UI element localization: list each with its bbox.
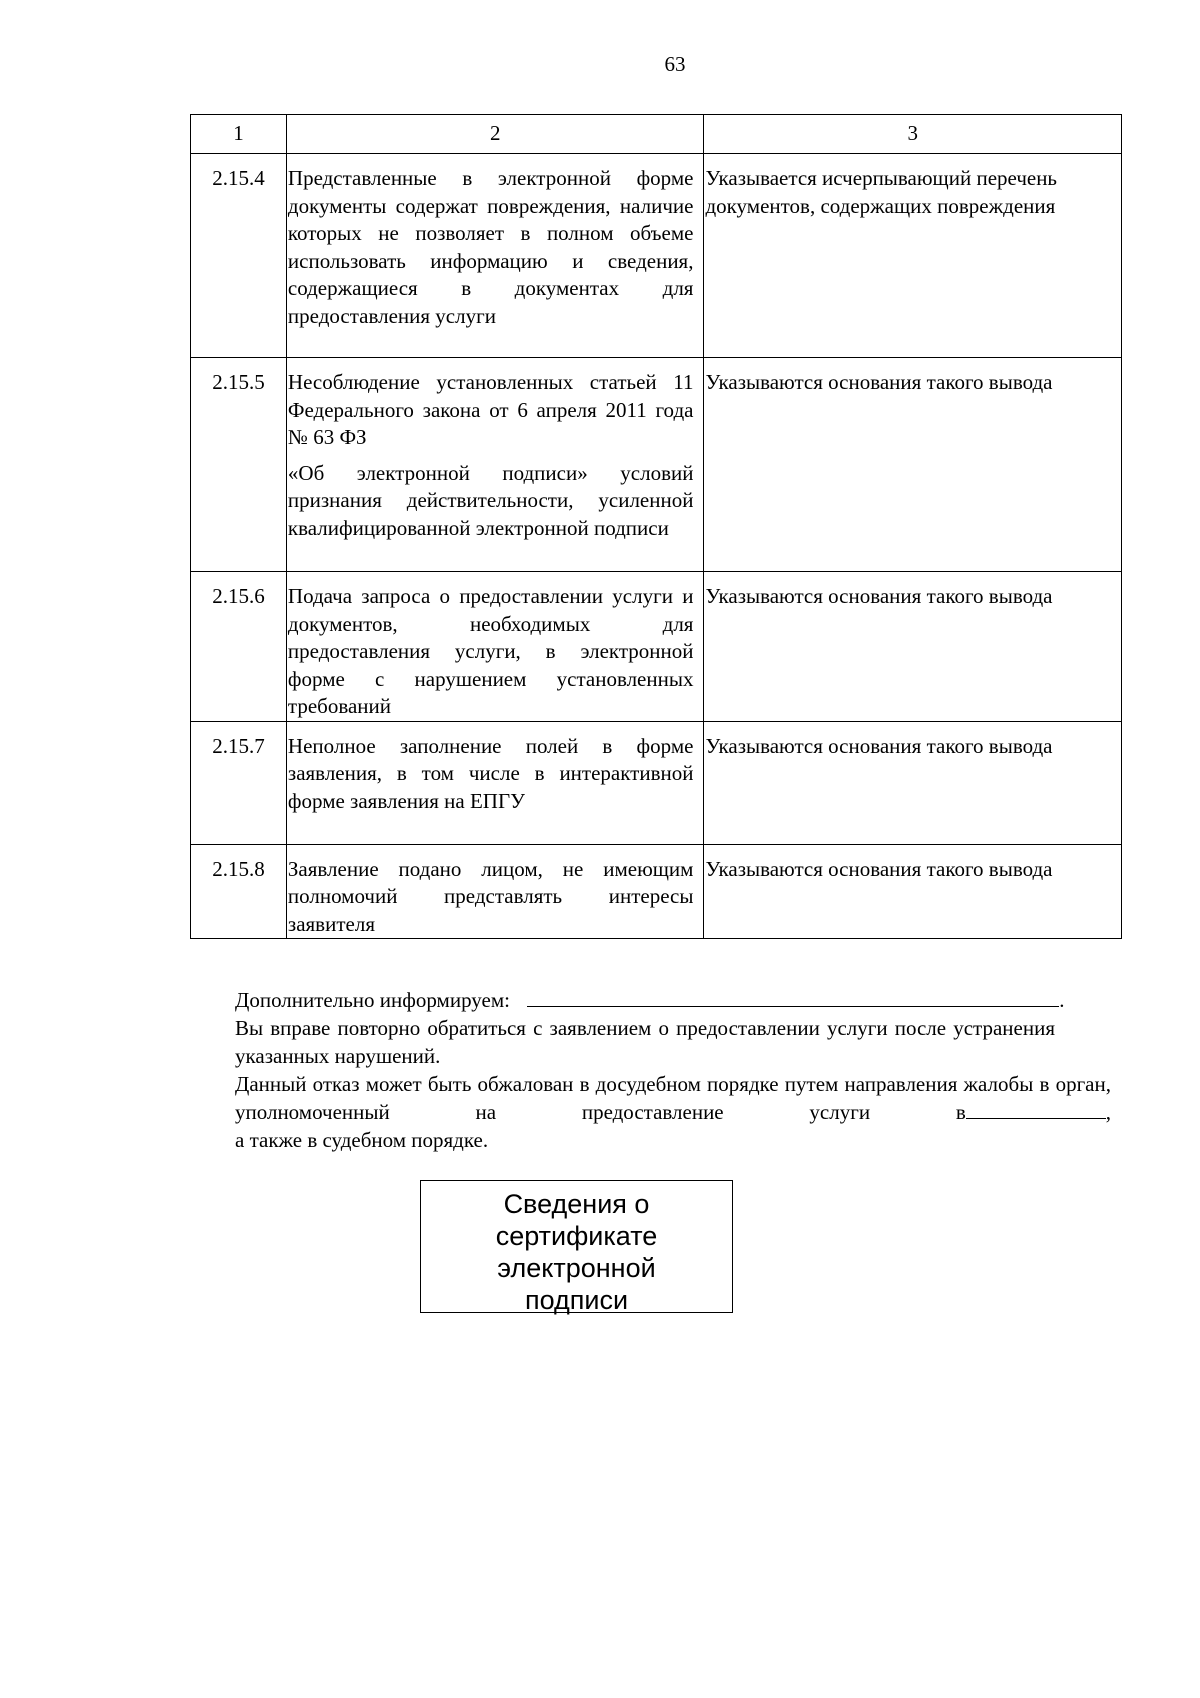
table-header-row [191, 115, 1122, 154]
row-note: Указываются основания такого вывода [704, 358, 1122, 572]
row-note: Указывается исчерпывающий перечень документов, содержащих повреждения [704, 154, 1122, 358]
signature-certificate-box [420, 1180, 733, 1313]
page-number: 63 [664, 52, 686, 76]
row-code: 2.15.6 [191, 572, 287, 722]
row-code: 2.15.5 [191, 358, 287, 572]
additional-info-label: Дополнительно информируем: [235, 988, 510, 1012]
row-code: 2.15.7 [191, 721, 287, 844]
row-description-part: Несоблюдение установленных статьей 11 Федерального закона от 6 апреля 2011 года № 63 ФЗ [287, 370, 694, 449]
signature-box-line: Сведения о [503, 1189, 650, 1219]
column-header: 1 [191, 115, 287, 154]
column-header: 2 [286, 115, 704, 154]
appeal-organ-blank [966, 1098, 1106, 1119]
table-row [191, 154, 1122, 358]
appeal-comma: , [1105, 1100, 1111, 1124]
row-code: 2.15.4 [191, 154, 287, 358]
column-header: 3 [704, 115, 1122, 154]
row-description: Представленные в электронной форме документы содержат повреждения, наличие которых не позволяет в полном объеме использовать информацию и сведения, содержащиеся в документах для предоставления услуги [286, 154, 704, 358]
table-row [191, 572, 1122, 722]
table-row [191, 844, 1122, 939]
row-code: 2.15.8 [191, 844, 287, 939]
additional-info-blank [527, 986, 1059, 1007]
row-description [286, 358, 704, 572]
signature-box-line: подписи [524, 1285, 629, 1315]
refusal-reasons-table [190, 114, 1122, 939]
signature-box-line: сертификате [495, 1221, 658, 1251]
signature-box-line: электронной [497, 1253, 656, 1283]
appeal-paragraph [235, 1070, 1111, 1154]
row-description-part: «Об электронной подписи» условий признания действительности, усиленной квалифицированной электронной подписи [287, 460, 694, 540]
row-description: Заявление подано лицом, не имеющим полномочий представлять интересы заявителя [286, 844, 704, 939]
appeal-text-start: Данный отказ может быть обжалован в досудебном порядке путем направления жалобы в орган, уполномоченный на предоставление услуги в [235, 1072, 1111, 1124]
additional-info-line [235, 986, 1111, 1014]
row-description: Подача запроса о предоставлении услуги и документов, необходимых для предоставления услуги, в электронной форме с нарушением установленных требований [286, 572, 704, 722]
row-note: Указываются основания такого вывода [704, 721, 1122, 844]
row-note: Указываются основания такого вывода [704, 844, 1122, 939]
table-row [191, 358, 1122, 572]
table-row [191, 721, 1122, 844]
reapply-paragraph: Вы вправе повторно обратиться с заявлением о предоставлении услуги после устранения указанных нарушений. [235, 1016, 1055, 1068]
additional-info-period: . [1059, 988, 1065, 1012]
appeal-text [235, 1070, 1111, 1126]
appeal-text-end: а также в судебном порядке. [235, 1128, 489, 1152]
row-description: Неполное заполнение полей в форме заявления, в том числе в интерактивной форме заявления на ЕПГУ [286, 721, 704, 844]
row-note: Указываются основания такого вывода [704, 572, 1122, 722]
